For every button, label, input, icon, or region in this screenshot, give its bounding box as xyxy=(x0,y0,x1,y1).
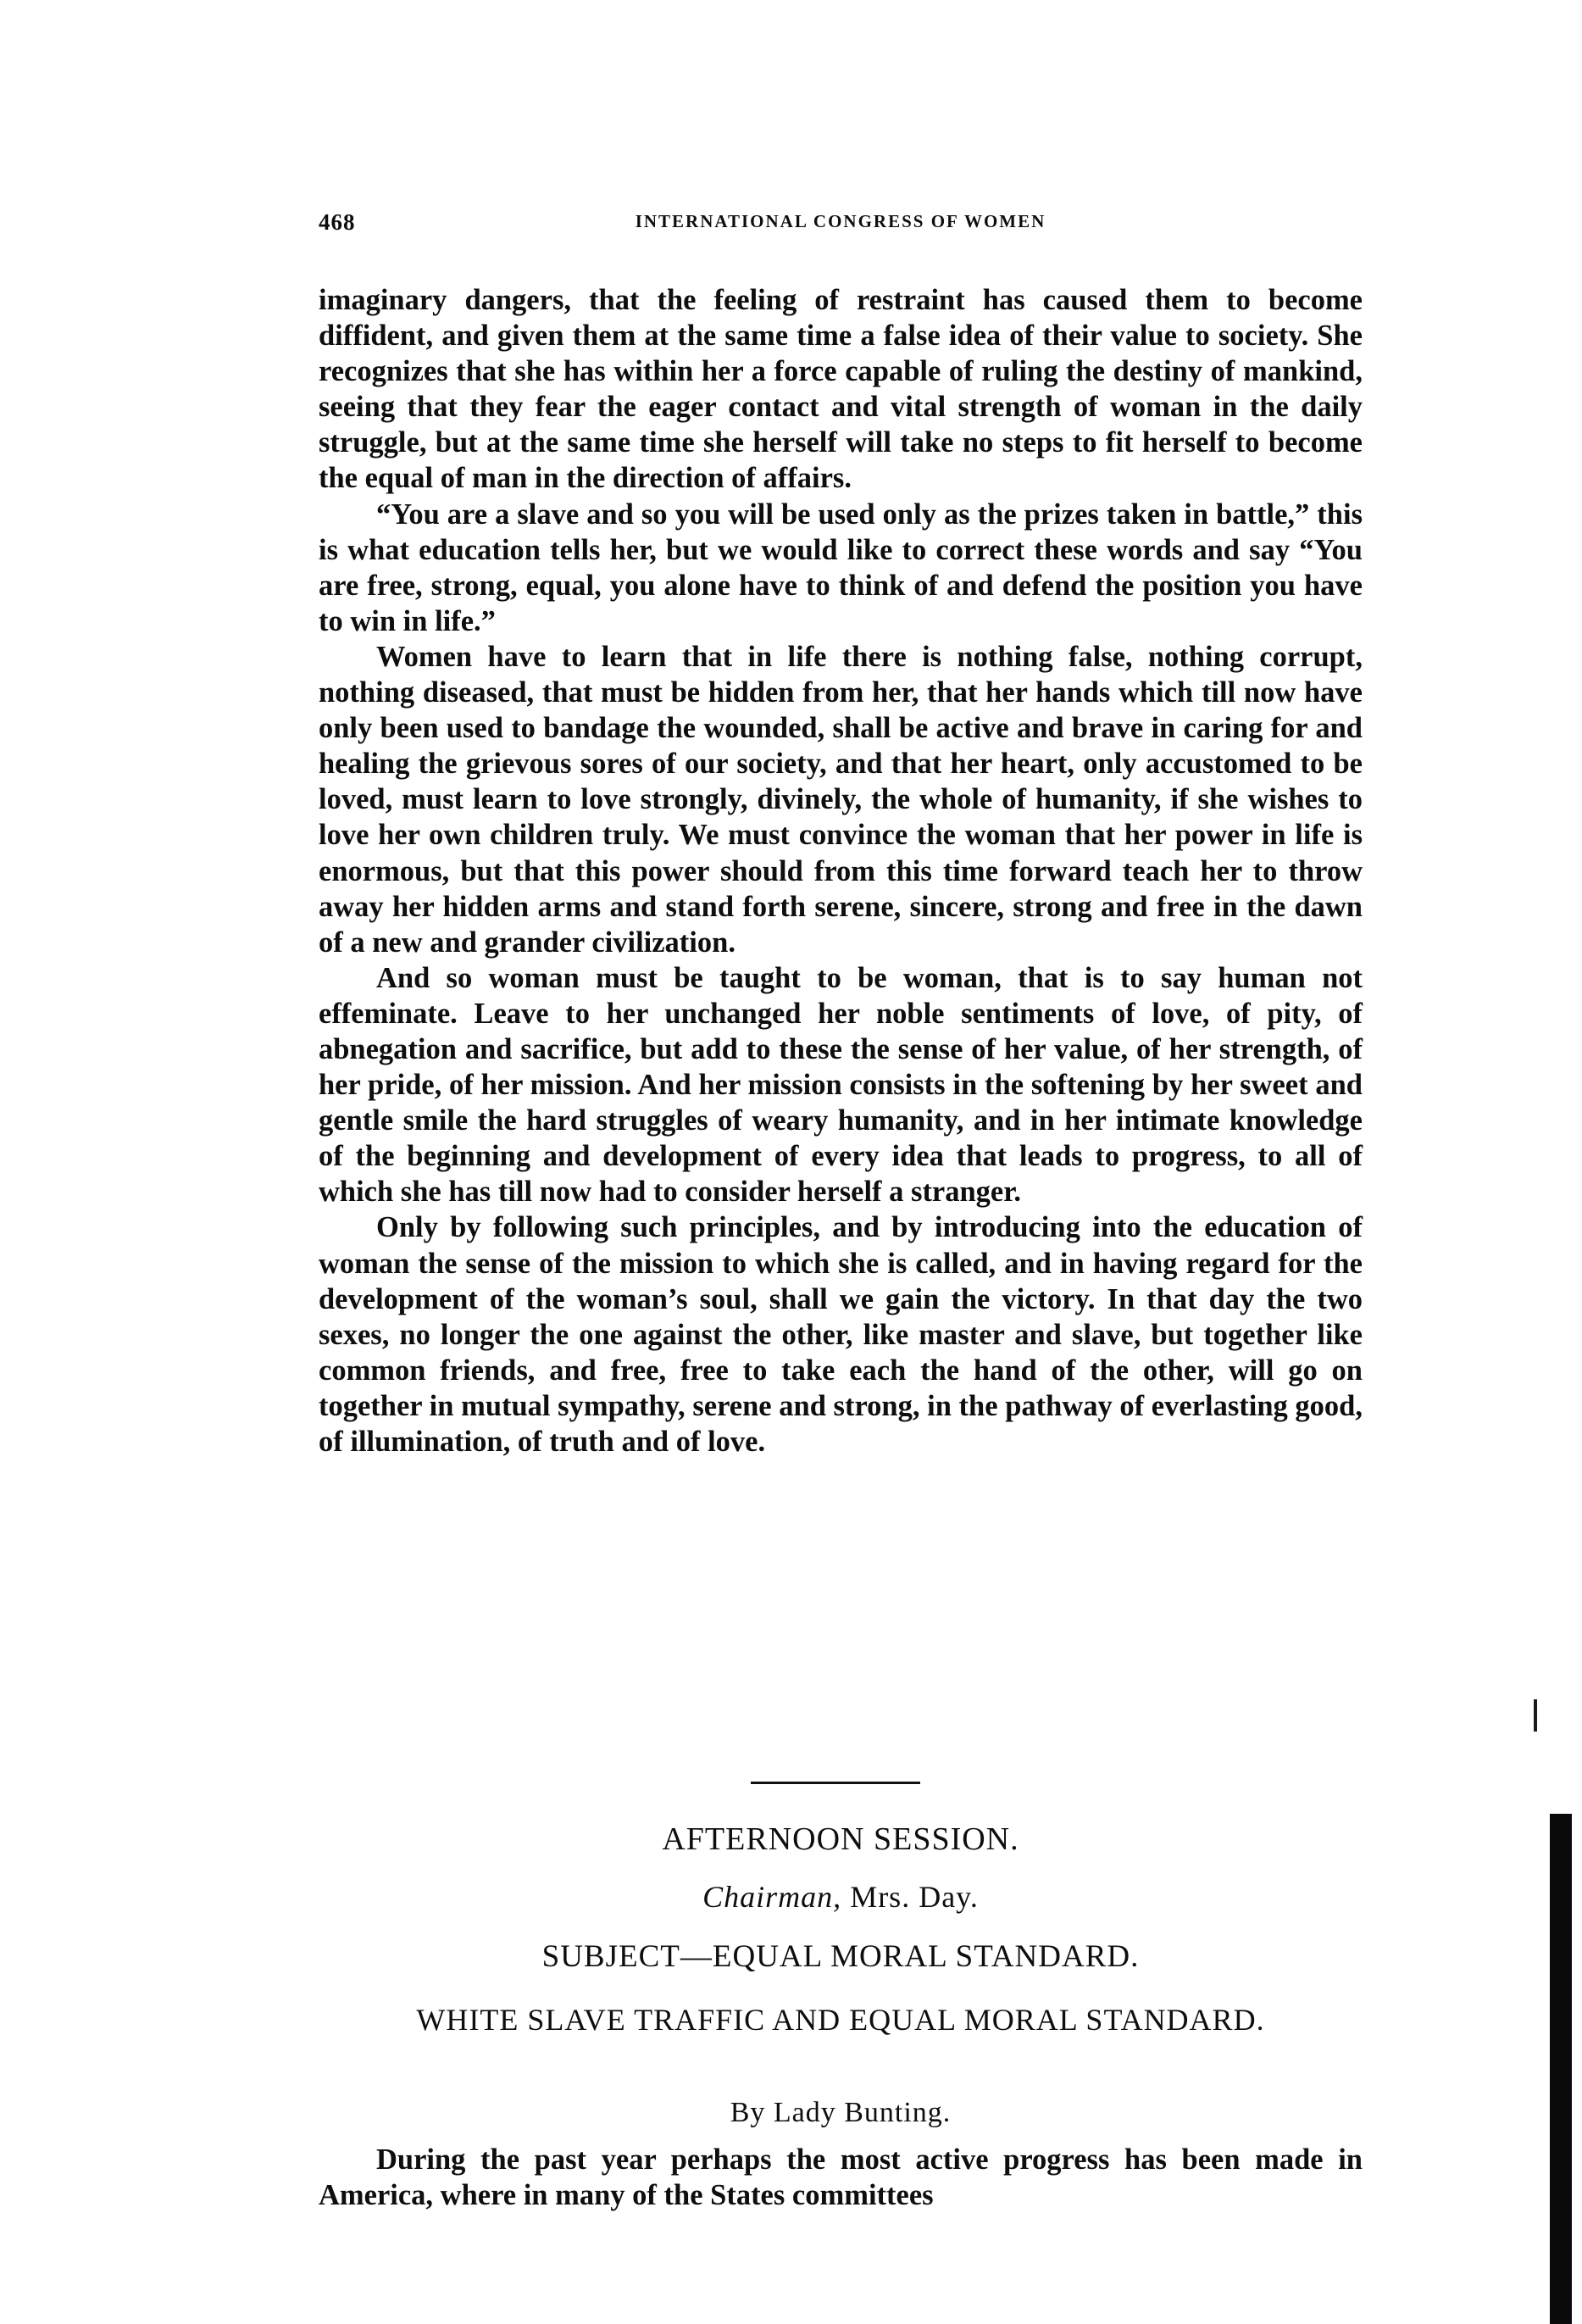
paragraph: During the past year perhaps the most active progress has been made in America, where in many of the States committees xyxy=(319,2143,1363,2212)
chairman-name: Mrs. Day. xyxy=(850,1880,979,1914)
body-text xyxy=(319,282,1363,1459)
byline: By Lady Bunting. xyxy=(730,2097,952,2128)
scan-artifact xyxy=(1534,1699,1537,1732)
paragraph-continued: imaginary dangers, that the feeling of restraint has caused them to become diffident, and given them at the same time a false idea of their value to society. She recognizes that she has within her a force capable of ruling the destiny of mankind, seeing that they fear the eager contact and vital strength of woman in the daily struggle, but at the same time she herself will take no steps to fit herself to become the equal of man in the direction of affairs. xyxy=(319,284,1363,495)
running-head xyxy=(319,209,1363,238)
paragraph: Only by following such principles, and by introducing into the education of woman the sense of the mission to which she is called, and in having regard for the development of the woman’s soul, shall we gain the victory. In that day the two sexes, no longer the one against the other, like master and slave, but together like common friends, and free, free to take each the hand of the other, will go on together in mutual sympathy, serene and strong, in the pathway of everlasting good, of illumination, of truth and of love. xyxy=(319,1211,1363,1458)
page-number: 468 xyxy=(319,209,356,235)
session-heading: AFTERNOON SESSION. xyxy=(662,1821,1019,1857)
paragraph: Women have to learn that in life there is nothing false, nothing corrupt, nothing diseased, that must be hidden from her, that her hands which till now have only been used to bandage the wounded, shall be active and brave in caring for and healing the grievous sores of our society, and that her heart, only accustomed to be loved, must learn to love strongly, divinely, the whole of humanity, if she wishes to love her own children truly. We must convince the woman that her power in life is enormous, but that this power should from this time forward teach her to throw away her hidden arms and stand forth serene, sincere, strong and free in the dawn of a new and grander civilization. xyxy=(319,640,1363,959)
body-text-continued xyxy=(319,2142,1363,2213)
scan-edge-shadow xyxy=(1550,1814,1572,2324)
paper-title: WHITE SLAVE TRAFFIC AND EQUAL MORAL STANDARD. xyxy=(416,2003,1265,2037)
chairman-label: Chairman, xyxy=(702,1880,842,1914)
paragraph: And so woman must be taught to be woman, that is to say human not effeminate. Leave to her unchanged her noble sentiments of love, of pity, of abnegation and sacrifice, but add to these the sense of her value, of her strength, of her pride, of her mission. And her mission consists in the softening by her sweet and gentle smile the hard struggles of weary humanity, and in her intimate knowledge of the beginning and development of every idea that leads to progress, to all of which she has till now had to consider herself a stranger. xyxy=(319,961,1363,1209)
section-divider xyxy=(751,1782,920,1784)
paragraph: “You are a slave and so you will be used only as the prizes taken in battle,” this is what education tells her, but we would like to correct these words and say “You are free, strong, equal, you alone have to think of and defend the position you have to win in life.” xyxy=(319,498,1363,637)
subject-heading: SUBJECT—EQUAL MORAL STANDARD. xyxy=(541,1939,1140,1974)
chairman-line xyxy=(319,1879,1363,1915)
running-title: INTERNATIONAL CONGRESS OF WOMEN xyxy=(635,211,1046,231)
